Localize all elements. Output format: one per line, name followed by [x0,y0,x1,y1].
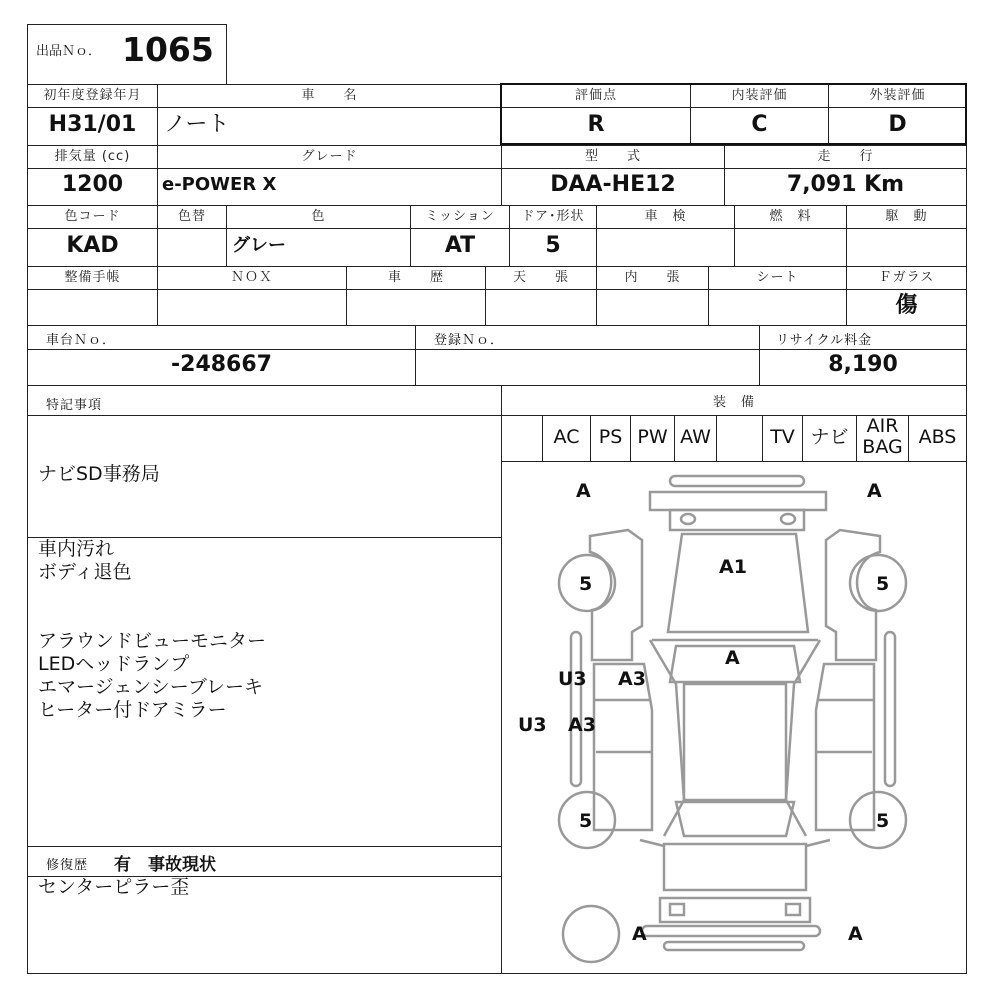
equipment-pw: PW [637,426,668,448]
equipment-ac: AC [553,426,580,448]
damage-left-front-door-u: U3 [558,668,587,690]
repair-history-value: 有 事故現状 [114,855,216,875]
interior-grade-label: 内装評価 [731,88,788,103]
mission-value: AT [444,233,476,258]
color-value: グレー [232,235,286,256]
front-glass-value: 傷 [895,293,918,318]
damage-rear-right-corner: A [848,923,863,945]
repair-detail: センターピラー歪 [38,876,190,898]
mileage-label: 走 行 [817,149,874,164]
nox-label: ＮＯＸ [230,270,273,285]
door-value: 5 [545,233,561,258]
recycle-fee-label: リサイクル料金 [776,333,873,348]
fuel-label: 燃 料 [769,209,812,224]
grade-value: e-POWER X [162,174,277,195]
damage-front-right-corner: A [867,480,882,502]
damage-left-rear-door-a: A3 [568,714,596,736]
chassis-value: -248667 [171,352,272,377]
equipment-aw: AW [680,426,711,448]
damage-windshield: A [725,647,740,669]
grade-label: グレード [301,149,358,164]
drive-label: 駆 動 [885,209,928,224]
lot-number: 1065 [122,30,214,69]
notes-block-2: 車内汚れ ボディ退色 アラウンドビューモニター LEDヘッドランプ エマージェンシーブレーキ ヒーター付ドアミラー [38,538,267,721]
history-label: 車 歴 [387,270,444,285]
interior-trim-label: 内 張 [624,270,681,285]
color-change-label: 色替 [177,209,206,224]
car-name-value: ノート [164,112,230,137]
equipment-tv: TV [770,426,795,448]
equipment-airbag: AIR BAG [862,415,903,458]
damage-front-left-corner: A [576,480,591,502]
notes-block-1: ナビSD事務局 [38,463,160,485]
exterior-grade-label: 外装評価 [869,88,926,103]
repair-history-label: 修復歴 [46,858,89,873]
exterior-grade-value: D [888,112,907,137]
color-label: 色 [311,209,326,224]
front-glass-label: Ｆガラス [878,270,935,285]
mileage-value: 7,091 Km [786,172,905,197]
door-label: ドア･形状 [521,209,585,224]
color-code-label: 色コード [64,209,121,224]
car-name-label: 車 名 [301,88,358,103]
registration-label: 登録Ｎｏ． [434,333,505,348]
recycle-fee-value: 8,190 [828,352,898,377]
tire-rear-left-depth: 5 [579,810,593,832]
score-label: 評価点 [574,88,617,103]
notes-label: 特記事項 [46,398,103,413]
damage-hood: A1 [719,556,747,578]
equipment-abs: ABS [918,426,957,448]
score-value: R [587,112,605,137]
color-code-value: KAD [66,233,119,258]
model-label: 型 式 [584,149,641,164]
first-registration-label: 初年度登録年月 [43,88,142,103]
ceiling-label: 天 張 [512,270,569,285]
displacement-value: 1200 [61,172,124,197]
inspection-label: 車 検 [644,209,687,224]
first-registration-value: H31/01 [48,112,137,137]
damage-left-front-door-a: A3 [618,668,646,690]
equipment-label: 装 備 [712,395,755,410]
interior-grade-value: C [751,112,768,137]
equipment-navi: ナビ [810,426,849,448]
maintenance-record-label: 整備手帳 [64,270,121,285]
tire-rear-right-depth: 5 [876,810,890,832]
equipment-ps: PS [598,426,623,448]
tire-front-right-depth: 5 [876,573,890,595]
damage-left-rear-door-u: U3 [518,714,547,736]
chassis-label: 車台Ｎｏ． [46,333,117,348]
seat-label: シート [756,270,799,285]
displacement-label: 排気量 (cc) [54,149,131,164]
mission-label: ミッション [425,209,495,224]
model-value: DAA-HE12 [550,172,676,197]
lot-label: 出品Ｎｏ． [36,44,102,59]
tire-front-left-depth: 5 [579,573,593,595]
damage-rear-left-corner: A [632,923,647,945]
